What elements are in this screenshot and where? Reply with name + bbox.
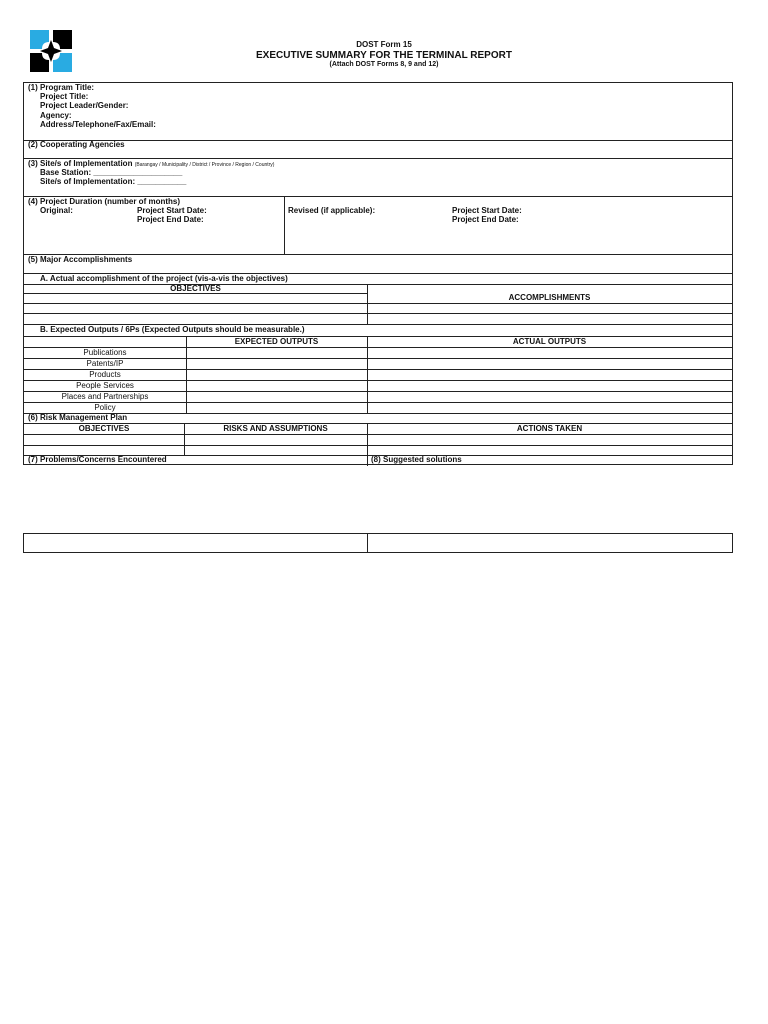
form-table	[23, 82, 733, 465]
row-publications: Publications	[83, 348, 127, 357]
sites-hint: (Barangay / Municipality / District / Province / Region / Country)	[134, 162, 275, 168]
form-number: DOST Form 15	[356, 40, 412, 49]
solutions-label: (8) Suggested solutions	[371, 455, 462, 464]
sites-label: Site/s of Implementation: ___________	[40, 177, 187, 186]
cooperating-agencies-label: (2) Cooperating Agencies	[28, 140, 125, 149]
end-date-left: Project End Date:	[137, 215, 204, 224]
page-title: EXECUTIVE SUMMARY FOR THE TERMINAL REPORT	[256, 50, 512, 61]
agency-label: Agency:	[40, 111, 72, 120]
objectives-header: OBJECTIVES	[170, 284, 221, 293]
start-date-left: Project Start Date:	[137, 206, 207, 215]
row-products: Products	[89, 370, 121, 379]
risk-management-label: (6) Risk Management Plan	[28, 413, 128, 422]
problems-label: (7) Problems/Concerns Encountered	[28, 455, 167, 464]
project-leader-label: Project Leader/Gender:	[40, 101, 129, 110]
expected-outputs-header: EXPECTED OUTPUTS	[234, 337, 319, 346]
row-policy: Policy	[94, 403, 116, 412]
start-date-right: Project Start Date:	[452, 206, 522, 215]
risk-objectives-header: OBJECTIVES	[78, 424, 130, 433]
address-label: Address/Telephone/Fax/Email:	[40, 120, 156, 129]
revised-label: Revised (if applicable):	[288, 206, 376, 215]
risks-header: RISKS AND ASSUMPTIONS	[223, 424, 328, 433]
original-label: Original:	[40, 206, 73, 215]
part-a-label: A. Actual accomplishment of the project (vis-a-vis the objectives)	[40, 274, 288, 283]
sites-implementation-label: (3) Site/s of Implementation (Barangay / Municipality / District / Province / Region / Country)	[28, 159, 275, 168]
base-station-label: Base Station: ____________________	[40, 168, 183, 177]
project-title-label: Project Title:	[40, 92, 89, 101]
actual-outputs-header: ACTUAL OUTPUTS	[512, 337, 587, 346]
continuation-box	[23, 533, 733, 553]
end-date-right: Project End Date:	[452, 215, 519, 224]
row-places-partnerships: Places and Partnerships	[61, 392, 149, 401]
page-subtitle: (Attach DOST Forms 8, 9 and 12)	[329, 61, 439, 68]
project-duration-label: (4) Project Duration (number of months)	[28, 197, 180, 206]
major-accomplishments-label: (5) Major Accomplishments	[28, 255, 133, 264]
part-b-label: B. Expected Outputs / 6Ps (Expected Outputs should be measurable.)	[40, 325, 305, 334]
program-title-label: (1) Program Title:	[28, 83, 95, 92]
accomplishments-header: ACCOMPLISHMENTS	[508, 293, 591, 302]
actions-header: ACTIONS TAKEN	[516, 424, 583, 433]
row-patents: Patents/IP	[86, 359, 124, 368]
row-people-services: People Services	[76, 381, 134, 390]
